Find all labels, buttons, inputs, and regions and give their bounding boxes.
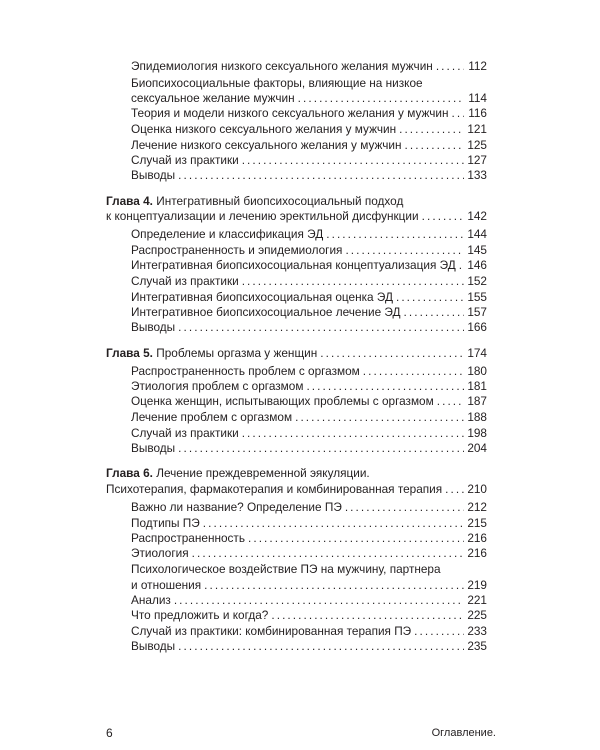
- toc-entry[interactable]: Интегративная биопсихосоциальная оценка ЭД . . . 155: [131, 289, 487, 305]
- toc-entry[interactable]: Распространенность и эпидемиология . . . 145: [131, 242, 487, 258]
- toc-page-number: 146: [467, 258, 487, 272]
- dot-leader: [192, 545, 464, 561]
- toc-entry[interactable]: Выводы . . . 204: [131, 440, 487, 456]
- dot-leader: [414, 623, 464, 639]
- toc-page-number: 187: [467, 394, 487, 408]
- toc-page-number: 152: [467, 274, 487, 288]
- dot-leader: [306, 378, 464, 394]
- toc-page-number: 180: [467, 364, 487, 378]
- chapter-heading-continued[interactable]: Психотерапия, фармакотерапия и комбинированная терапия . . . 210: [106, 481, 487, 497]
- dot-leader: [178, 319, 464, 335]
- toc-entry[interactable]: Важно ли название? Определение ПЭ . . . 212: [131, 499, 487, 515]
- toc-page-number: 127: [467, 153, 487, 167]
- chapter-label: Глава 4.: [106, 194, 153, 208]
- toc-page-number: 144: [467, 227, 487, 241]
- toc-entry[interactable]: Что предложить и когда? . . . 225: [131, 607, 487, 623]
- toc-entry[interactable]: сексуальное желание мужчин . . . 114: [131, 90, 487, 106]
- dot-leader: [399, 121, 464, 137]
- toc-page-number: 233: [467, 624, 487, 638]
- dot-leader: [242, 152, 464, 168]
- dot-leader: [437, 393, 464, 409]
- toc-page-number: 225: [467, 608, 487, 622]
- toc-entry[interactable]: Лечение низкого сексуального желания у мужчин . . . 125: [131, 137, 487, 153]
- toc-entry[interactable]: Выводы . . . 166: [131, 319, 487, 335]
- dot-leader: [345, 242, 464, 258]
- dot-leader: [242, 425, 464, 441]
- toc-entry-line1[interactable]: Психологическое воздействие ПЭ на мужчину, партнера: [131, 562, 441, 576]
- dot-leader: [248, 530, 464, 546]
- toc-entry[interactable]: Интегративное биопсихосоциальное лечение ЭД . . . 157: [131, 304, 487, 320]
- toc-entry[interactable]: и отношения . . . 219: [131, 577, 487, 593]
- toc-entry[interactable]: Определение и классификация ЭД . . . 144: [131, 226, 487, 242]
- dot-leader: [174, 592, 464, 608]
- dot-leader: [178, 167, 464, 183]
- dot-leader: [178, 440, 464, 456]
- toc-entry-line1[interactable]: Биопсихосоциальные факторы, влияющие на низкое: [131, 76, 423, 90]
- chapter-label: Глава 5.: [106, 346, 153, 360]
- dot-leader: [445, 481, 464, 497]
- chapter-title-line1: Лечение преждевременной эякуляции.: [156, 466, 370, 480]
- toc-page-number: 142: [467, 209, 487, 223]
- dot-leader: [363, 363, 464, 379]
- dot-leader: [436, 58, 464, 74]
- running-title: Оглавление.: [431, 727, 496, 739]
- dot-leader: [459, 257, 464, 273]
- dot-leader: [422, 208, 464, 224]
- toc-entry[interactable]: Случай из практики . . . 152: [131, 273, 487, 289]
- toc-entry[interactable]: Случай из практики: комбинированная терапия ПЭ . . . 233: [131, 623, 487, 639]
- toc-page-number: 145: [467, 243, 487, 257]
- toc-page-number: 198: [467, 426, 487, 440]
- toc-entry[interactable]: Анализ . . . 221: [131, 592, 487, 608]
- toc-page-number: 174: [467, 346, 487, 360]
- toc-entry[interactable]: Выводы . . . 133: [131, 167, 487, 183]
- dot-leader: [298, 90, 464, 106]
- dot-leader: [271, 607, 464, 623]
- toc-page-number: 221: [467, 593, 487, 607]
- dot-leader: [345, 499, 464, 515]
- toc-page-number: 235: [467, 639, 487, 653]
- toc-page-number: 216: [467, 546, 487, 560]
- dot-leader: [396, 289, 464, 305]
- chapter-heading[interactable]: [106, 193, 403, 209]
- dot-leader: [452, 105, 464, 121]
- chapter-label: Глава 6.: [106, 466, 153, 480]
- toc-entry[interactable]: Выводы . . . 235: [131, 638, 487, 654]
- toc-page-number: 121: [467, 122, 487, 136]
- chapter-title-line1: Интегративный биопсихосоциальный подход: [156, 194, 404, 208]
- toc-page-number: 188: [467, 410, 487, 424]
- toc-page-number: 215: [467, 516, 487, 530]
- chapter-title: Проблемы оргазма у женщин: [156, 346, 318, 360]
- toc-entry[interactable]: Этиология . . . 216: [131, 545, 487, 561]
- toc-page-number: 216: [467, 531, 487, 545]
- toc-entry[interactable]: Этиология проблем с оргазмом . . . 181: [131, 378, 487, 394]
- toc-entry[interactable]: Теория и модели низкого сексуального желания у мужчин . . . 116: [131, 105, 487, 121]
- toc-entry[interactable]: Случай из практики . . . 127: [131, 152, 487, 168]
- dot-leader: [405, 137, 464, 153]
- toc-page-number: 204: [467, 441, 487, 455]
- toc-page-number: 210: [467, 482, 487, 496]
- toc-entry[interactable]: Оценка низкого сексуального желания у мужчин . . . 121: [131, 121, 487, 137]
- dot-leader: [295, 409, 464, 425]
- toc-entry[interactable]: Интегративная биопсихосоциальная концептуализация ЭД . . . 146: [131, 257, 487, 273]
- toc-entry[interactable]: Оценка женщин, испытывающих проблемы с оргазмом . . . 187: [131, 393, 487, 409]
- toc-entry[interactable]: Распространенность проблем с оргазмом . . . 180: [131, 363, 487, 379]
- toc-entry[interactable]: Эпидемиология низкого сексуального желания мужчин . . . 112: [131, 58, 487, 74]
- dot-leader: [404, 304, 465, 320]
- dot-leader: [326, 226, 464, 242]
- dot-leader: [203, 515, 464, 531]
- toc-page-number: 157: [467, 305, 487, 319]
- toc-page-number: 114: [468, 91, 487, 105]
- dot-leader: [242, 273, 464, 289]
- toc-page-number: 125: [467, 138, 487, 152]
- toc-page-number: 112: [468, 59, 487, 73]
- toc-page-number: 219: [467, 578, 487, 592]
- page-number: 6: [106, 726, 113, 740]
- toc-entry[interactable]: Подтипы ПЭ . . . 215: [131, 515, 487, 531]
- chapter-heading[interactable]: [106, 345, 487, 361]
- toc-page-number: 212: [467, 500, 487, 514]
- toc-page-number: 166: [467, 320, 487, 334]
- toc-page-number: 133: [467, 168, 487, 182]
- chapter-heading[interactable]: [106, 465, 370, 481]
- toc-page-number: 116: [468, 106, 487, 120]
- toc-page-number: 181: [467, 379, 487, 393]
- dot-leader: [204, 577, 464, 593]
- toc-entry[interactable]: Лечение проблем с оргазмом . . . 188: [131, 409, 487, 425]
- toc-page-number: 155: [467, 290, 487, 304]
- toc-entry[interactable]: Случай из практики . . . 198: [131, 425, 487, 441]
- toc-entry[interactable]: Распространенность . . . 216: [131, 530, 487, 546]
- dot-leader: [178, 638, 464, 654]
- chapter-heading-continued[interactable]: к концептуализации и лечению эректильной дисфункции . . . 142: [106, 208, 487, 224]
- dot-leader: [320, 345, 464, 361]
